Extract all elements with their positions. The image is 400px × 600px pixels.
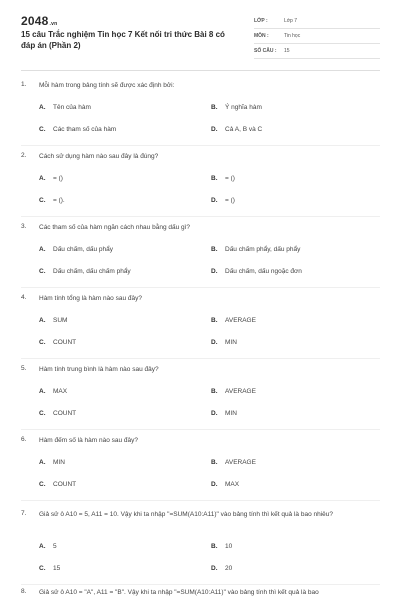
page-title: 15 câu Trắc nghiệm Tin học 7 Kết nối tri thức Bài 8 có đáp án (Phần 2) (21, 30, 225, 50)
option-letter: B. (211, 104, 218, 111)
option-text: = (). (53, 197, 65, 204)
answer-option[interactable] (39, 104, 199, 114)
question-text: Giả sử ô A10 = "A", A11 = "B". Vậy khi ta nhập "=SUM(A10:A11)" vào bảng tính thì kết quả là bao (39, 589, 319, 596)
header-divider (21, 70, 380, 71)
option-letter: D. (211, 565, 218, 572)
option-text: COUNT (53, 481, 77, 488)
answer-option[interactable] (39, 388, 199, 398)
answer-option[interactable] (211, 339, 371, 349)
option-letter: A. (39, 543, 46, 550)
option-letter: C. (39, 126, 46, 133)
answer-option[interactable] (39, 543, 199, 553)
option-text: MIN (225, 410, 237, 417)
answer-option[interactable] (39, 339, 199, 349)
question-text: Hàm tính tổng là hàm nào sau đây? (39, 295, 142, 302)
option-letter: B. (211, 317, 218, 324)
meta-row-count (254, 44, 380, 59)
option-text: MIN (225, 339, 237, 346)
option-text: SUM (53, 317, 68, 324)
option-letter: D. (211, 268, 218, 275)
option-letter: A. (39, 388, 46, 395)
question-text: Cách sử dụng hàm nào sau đây là đúng? (39, 153, 159, 160)
question-number: 1. (21, 81, 27, 88)
answer-option[interactable] (39, 410, 199, 420)
meta-key: LỚP : (254, 18, 268, 24)
answer-option[interactable] (39, 459, 199, 469)
question-text: Hàm đếm số là hàm nào sau đây? (39, 437, 138, 444)
option-text: MAX (53, 388, 68, 395)
question-divider (21, 358, 380, 359)
answer-option[interactable] (211, 317, 371, 327)
question-divider (21, 145, 380, 146)
option-letter: A. (39, 104, 46, 111)
answer-option[interactable] (211, 388, 371, 398)
option-letter: A. (39, 317, 46, 324)
logo-suffix: .vn (49, 21, 58, 27)
answer-option[interactable] (39, 565, 199, 575)
answer-option[interactable] (211, 104, 371, 114)
option-letter: B. (211, 543, 218, 550)
question-divider (21, 429, 380, 430)
answer-option[interactable] (211, 197, 371, 207)
answer-option[interactable] (39, 175, 199, 185)
option-text: 10 (225, 543, 233, 550)
option-text: 5 (53, 543, 57, 550)
question-number: 3. (21, 223, 27, 230)
option-text: Dấu chấm, dấu phẩy (53, 246, 113, 253)
question-number: 7. (21, 510, 27, 517)
answer-option[interactable] (39, 481, 199, 491)
question-number: 4. (21, 294, 27, 301)
answer-option[interactable] (211, 459, 371, 469)
option-text: AVERAGE (225, 459, 256, 466)
option-text: Các tham số của hàm (53, 126, 117, 133)
page-header (0, 0, 400, 64)
option-text: AVERAGE (225, 317, 256, 324)
question-divider (21, 216, 380, 217)
option-text: = () (53, 175, 63, 182)
answer-option[interactable] (211, 410, 371, 420)
option-letter: C. (39, 565, 46, 572)
meta-row-subject (254, 29, 380, 44)
answer-option[interactable] (39, 317, 199, 327)
meta-key: SỐ CÂU : (254, 48, 277, 54)
site-logo[interactable] (21, 14, 57, 28)
option-text: Dấu chấm phẩy, dấu phẩy (225, 246, 301, 253)
option-letter: C. (39, 410, 46, 417)
option-letter: B. (211, 175, 218, 182)
answer-option[interactable] (211, 175, 371, 185)
question-text: Giả sử ô A10 = 5, A11 = 10. Vậy khi ta nhập "=SUM(A10:A11)" vào bảng tính thì kết quả là bao nhiêu? (39, 511, 334, 518)
question-text: Hàm tính trung bình là hàm nào sau đây? (39, 366, 159, 373)
question-divider (21, 584, 380, 585)
question-text: Các tham số của hàm ngăn cách nhau bằng dấu gì? (39, 224, 191, 231)
option-letter: C. (39, 268, 46, 275)
option-letter: A. (39, 246, 46, 253)
option-text: = () (225, 175, 235, 182)
question-number: 2. (21, 152, 27, 159)
meta-value: 15 (284, 48, 290, 54)
option-letter: B. (211, 388, 218, 395)
option-letter: C. (39, 339, 46, 346)
option-text: = () (225, 197, 235, 204)
option-letter: A. (39, 175, 46, 182)
option-letter: A. (39, 459, 46, 466)
meta-row-class (254, 14, 380, 29)
option-text: Ý nghĩa hàm (225, 104, 262, 111)
meta-key: MÔN : (254, 33, 269, 39)
answer-option[interactable] (211, 246, 371, 256)
answer-option[interactable] (211, 543, 371, 553)
option-letter: C. (39, 481, 46, 488)
option-letter: B. (211, 459, 218, 466)
option-text: MAX (225, 481, 240, 488)
option-text: Dấu chấm, dấu chấm phẩy (53, 268, 131, 275)
option-text: COUNT (53, 339, 77, 346)
answer-option[interactable] (39, 126, 199, 136)
option-letter: D. (211, 126, 218, 133)
option-letter: D. (211, 197, 218, 204)
meta-value: Tin học (284, 33, 301, 39)
option-text: COUNT (53, 410, 77, 417)
option-text: AVERAGE (225, 388, 256, 395)
answer-option[interactable] (211, 565, 371, 575)
question-number: 5. (21, 365, 27, 372)
option-letter: C. (39, 197, 46, 204)
answer-option[interactable] (39, 197, 199, 207)
option-text: Cả A, B và C (225, 126, 263, 133)
option-letter: D. (211, 481, 218, 488)
option-letter: D. (211, 410, 218, 417)
option-letter: B. (211, 246, 218, 253)
option-text: MIN (53, 459, 65, 466)
question-divider (21, 500, 380, 501)
logo-main: 2048 (21, 14, 49, 28)
answer-option[interactable] (211, 126, 371, 136)
option-text: Dấu chấm, dấu ngoặc đơn (225, 268, 302, 275)
answer-option[interactable] (39, 246, 199, 256)
question-text: Mỗi hàm trong bảng tính sẽ được xác định bởi: (39, 82, 175, 89)
option-text: 15 (53, 565, 61, 572)
answer-option[interactable] (39, 268, 199, 278)
option-text: Tên của hàm (53, 104, 91, 111)
question-number: 6. (21, 436, 27, 443)
question-number: 8. (21, 588, 27, 595)
option-text: 20 (225, 565, 233, 572)
answer-option[interactable] (211, 268, 371, 278)
question-divider (21, 287, 380, 288)
option-letter: D. (211, 339, 218, 346)
answer-option[interactable] (211, 481, 371, 491)
meta-value: Lớp 7 (284, 18, 298, 24)
